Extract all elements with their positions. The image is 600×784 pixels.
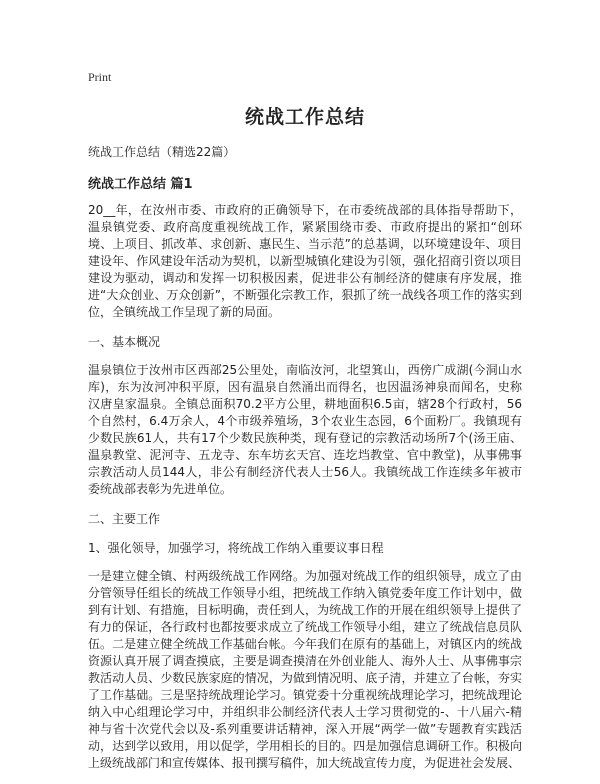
paragraph-overview: 温泉镇位于汝州市区西部25公里处，南临汝河，北望箕山，西傍广成湖(今洞山水库)，东为汝河冲积平原，因有温泉自然涌出而得名，也因温汤神泉而闻名，史称汉唐皇家温泉。全镇总面积70.2平方公里，耕地面积6.5亩，辖28个行政村，56个自然村，6.4万余人，4个市级养殖场，3个农业生态园，6个面粉厂。我镇现有少数民族61人，共有17个少数民族种类，现有登记的宗教活动场所7个(汤王庙、温泉教堂、泥河寺、五龙寺、东车坊玄天宫、连圪垱教堂、官中教堂)，从事佛事宗教活动人员144人，非公有制经济代表人士56人。我镇统战工作连续多年被市委统战部表彰为先进单位。 bbox=[88, 363, 522, 496]
subtitle: 统战工作总结（精选22篇） bbox=[88, 145, 236, 159]
heading-main-work: 二、主要工作 bbox=[88, 512, 161, 526]
print-link[interactable]: Print bbox=[88, 70, 112, 84]
document-page bbox=[88, 70, 522, 784]
heading-basic-overview: 一、基本概况 bbox=[88, 335, 161, 349]
page-title: 统战工作总结 bbox=[244, 106, 365, 128]
paragraph-intro: 20__年，在汝州市委、市政府的正确领导下，在市委统战部的具体指导帮助下，温泉镇党委、政府高度重视统战工作，紧紧围绕市委、市政府提出的紧扣“创环境、上项目、抓改革、求创新、惠民生、当示范”的总基调，以环境建设年、项目建设年、作风建设年活动为契机，以新型城镇化建设为引领，强化招商引资以项目建设为驱动，调动和发挥一切积极因素，促进非公有制经济的健康有序发展，推进“大众创业、万众创新”，不断强化宗教工作，狠抓了统一战线各项工作的落实到位，全镇统战工作呈现了新的局面。 bbox=[88, 203, 522, 319]
subheading-leadership: 1、强化领导，加强学习，将统战工作纳入重要议事日程 bbox=[88, 541, 384, 555]
paragraph-leadership: 一是建立健全镇、村两级统战工作网络。为加强对统战工作的组织领导，成立了由分管领导任组长的统战工作领导小组，把统战工作纳入镇党委年度工作计划中，做到有计划、有措施，目标明确，责任到人，为统战工作的开展在组织领导上提供了有力的保证，各行政村也都按要求成立了统战工作领导小组，建立了统战信息员队伍。二是建立健全统战工作基础台帐。今年我们在原有的基础上，对镇区内的统战资源认真开展了调查摸底，主要是调查摸清在外创业能人、海外人士、从事佛事宗教活动人员、少数民族家庭的情况，为做到情况明、底子清，并建立了台帐，夯实了工作基础。三是坚持统战理论学习。镇党委十分重视统战理论学习，把统战理论纳入中心组理论学习中，并组织非公制经济代表人士学习贯彻党的-、十八届六-精神与省十次党代会以及-系列重要讲话精神，深入开展“两学一做”专题教育实践活动，达到学以致用，用以促学，学用相长的目的。四是加强信息调研工作。积极向上级统战部门和宣传媒体、报刊撰写稿件，加大统战宣传力度，为促进社会发展、 bbox=[88, 569, 522, 770]
section-title: 统战工作总结 篇1 bbox=[88, 177, 193, 192]
